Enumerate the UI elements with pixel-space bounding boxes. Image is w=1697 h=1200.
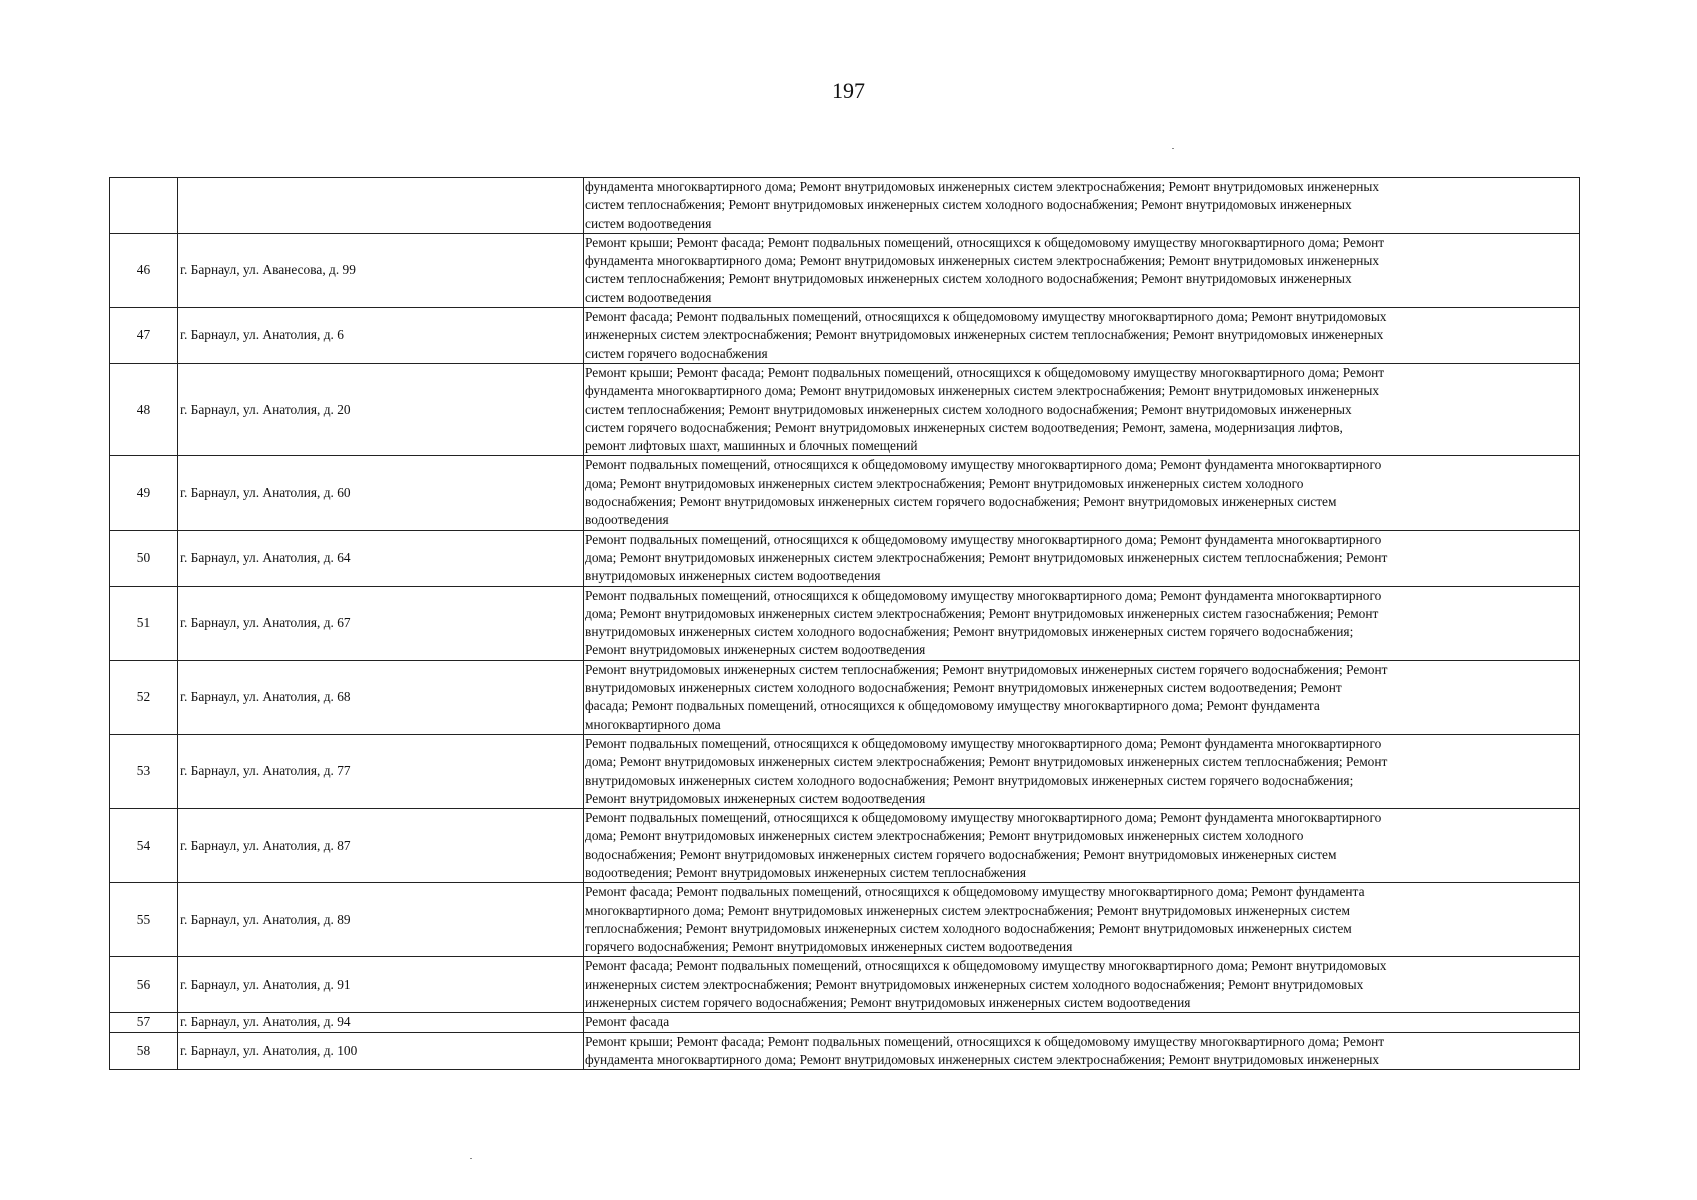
table-row	[110, 363, 1580, 455]
table-row	[110, 586, 1580, 660]
work-text-line: Ремонт подвальных помещений, относящихся к общедомовому имуществу многоквартирного дома; Ремонт фундамента многоквартирного	[585, 531, 1382, 547]
work-text-line: Ремонт внутридомовых инженерных систем теплоснабжения; Ремонт внутридомовых инженерных систем горячего водоснабжения; Ремонт	[585, 661, 1388, 677]
work-text-line: Ремонт крыши; Ремонт фасада; Ремонт подвальных помещений, относящихся к общедомовому имуществу многоквартирного дома; Ремонт	[585, 364, 1385, 380]
work-text-line: инженерных систем электроснабжения; Ремонт внутридомовых инженерных систем холодного водоснабжения; Ремонт внутридомовых	[585, 976, 1364, 992]
row-number-cell: 57	[110, 1013, 178, 1032]
table-row	[110, 1013, 1580, 1032]
work-text-line: водоотведения	[585, 512, 669, 528]
address-cell	[178, 178, 584, 234]
work-types-cell	[584, 1013, 1580, 1032]
work-text-line: Ремонт подвальных помещений, относящихся к общедомовому имуществу многоквартирного дома; Ремонт фундамента многоквартирного	[585, 457, 1382, 473]
work-text-line: внутридомовых инженерных систем холодного водоснабжения; Ремонт внутридомовых инженерных систем горячего водоснабжения;	[585, 772, 1354, 788]
work-text-line: систем теплоснабжения; Ремонт внутридомовых инженерных систем холодного водоснабжения; Ремонт внутридомовых инженерных	[585, 271, 1352, 287]
row-number-cell: 46	[110, 233, 178, 307]
table-row	[110, 883, 1580, 957]
work-types-cell	[584, 363, 1580, 455]
work-text-line: ремонт лифтовых шахт, машинных и блочных помещений	[585, 438, 918, 454]
work-text-line: внутридомовых инженерных систем холодного водоснабжения; Ремонт внутридомовых инженерных систем горячего водоснабжения;	[585, 624, 1354, 640]
address-cell: г. Барнаул, ул. Анатолия, д. 91	[178, 957, 584, 1013]
address-cell: г. Барнаул, ул. Анатолия, д. 6	[178, 308, 584, 364]
work-text-line: Ремонт подвальных помещений, относящихся к общедомовому имуществу многоквартирного дома; Ремонт фундамента многоквартирного	[585, 810, 1382, 826]
row-number-cell: 54	[110, 809, 178, 883]
work-text-line: теплоснабжения; Ремонт внутридомовых инженерных систем холодного водоснабжения; Ремонт внутридомовых инженерных систем	[585, 920, 1352, 936]
scan-speck	[1172, 148, 1174, 149]
work-text-line: Ремонт внутридомовых инженерных систем водоотведения	[585, 642, 926, 658]
work-text-line: систем водоотведения	[585, 215, 712, 231]
table-row	[110, 734, 1580, 808]
row-number-cell: 50	[110, 530, 178, 586]
work-types-cell	[584, 809, 1580, 883]
work-text-line: Ремонт крыши; Ремонт фасада; Ремонт подвальных помещений, относящихся к общедомовому имуществу многоквартирного дома; Ремонт	[585, 234, 1385, 250]
work-text-line: Ремонт внутридомовых инженерных систем водоотведения	[585, 790, 926, 806]
address-cell: г. Барнаул, ул. Анатолия, д. 77	[178, 734, 584, 808]
address-cell: г. Барнаул, ул. Анатолия, д. 64	[178, 530, 584, 586]
work-types-cell	[584, 456, 1580, 530]
work-types-cell	[584, 530, 1580, 586]
address-cell: г. Барнаул, ул. Анатолия, д. 20	[178, 363, 584, 455]
work-text-line: систем водоотведения	[585, 289, 712, 305]
work-types-cell	[584, 178, 1580, 234]
scan-speck	[470, 1158, 472, 1159]
table-row	[110, 308, 1580, 364]
work-text-line: внутридомовых инженерных систем холодного водоснабжения; Ремонт внутридомовых инженерных систем водоотведения; Ремонт	[585, 680, 1342, 696]
page-number: 197	[832, 78, 865, 103]
row-number-cell: 56	[110, 957, 178, 1013]
table-row	[110, 456, 1580, 530]
work-text-line: дома; Ремонт внутридомовых инженерных систем электроснабжения; Ремонт внутридомовых инженерных систем газоснабжения; Ремонт	[585, 605, 1379, 621]
row-number-cell: 49	[110, 456, 178, 530]
work-text-line: Ремонт крыши; Ремонт фасада; Ремонт подвальных помещений, относящихся к общедомовому имуществу многоквартирного дома; Ремонт	[585, 1033, 1385, 1049]
work-text-line: многоквартирного дома	[585, 716, 721, 732]
row-number-cell: 51	[110, 586, 178, 660]
work-text-line: инженерных систем электроснабжения; Ремонт внутридомовых инженерных систем теплоснабжения; Ремонт внутридомовых инженерных	[585, 327, 1384, 343]
work-text-line: фундамента многоквартирного дома; Ремонт внутридомовых инженерных систем электроснабжения; Ремонт внутридомовых инженерных	[585, 253, 1380, 269]
work-text-line: инженерных систем горячего водоснабжения; Ремонт внутридомовых инженерных систем водоотведения	[585, 995, 1191, 1011]
table-row	[110, 233, 1580, 307]
work-text-line: горячего водоснабжения; Ремонт внутридомовых инженерных систем водоотведения	[585, 939, 1073, 955]
table-body	[110, 178, 1580, 1070]
address-cell: г. Барнаул, ул. Анатолия, д. 87	[178, 809, 584, 883]
table-row	[110, 660, 1580, 734]
address-cell: г. Барнаул, ул. Анатолия, д. 68	[178, 660, 584, 734]
work-text-line: водоснабжения; Ремонт внутридомовых инженерных систем горячего водоснабжения; Ремонт внутридомовых инженерных систем	[585, 846, 1337, 862]
work-text-line: дома; Ремонт внутридомовых инженерных систем электроснабжения; Ремонт внутридомовых инженерных систем холодного	[585, 475, 1304, 491]
work-types-cell	[584, 1032, 1580, 1070]
table-row	[110, 530, 1580, 586]
row-number-cell: 48	[110, 363, 178, 455]
row-number-cell	[110, 178, 178, 234]
address-cell: г. Барнаул, ул. Аванесова, д. 99	[178, 233, 584, 307]
address-cell: г. Барнаул, ул. Анатолия, д. 94	[178, 1013, 584, 1032]
work-text-line: фундамента многоквартирного дома; Ремонт внутридомовых инженерных систем электроснабжения; Ремонт внутридомовых инженерных	[585, 383, 1380, 399]
repair-schedule-table	[109, 177, 1580, 1070]
row-number-cell: 52	[110, 660, 178, 734]
work-text-line: Ремонт фасада; Ремонт подвальных помещений, относящихся к общедомовому имуществу многоквартирного дома; Ремонт фундамента	[585, 884, 1365, 900]
row-number-cell: 55	[110, 883, 178, 957]
work-text-line: систем горячего водоснабжения	[585, 345, 768, 361]
work-types-cell	[584, 734, 1580, 808]
work-text-line: систем теплоснабжения; Ремонт внутридомовых инженерных систем холодного водоснабжения; Ремонт внутридомовых инженерных	[585, 401, 1352, 417]
work-text-line: фундамента многоквартирного дома; Ремонт внутридомовых инженерных систем электроснабжения; Ремонт внутридомовых инженерных	[585, 179, 1380, 194]
work-text-line: Ремонт подвальных помещений, относящихся к общедомовому имуществу многоквартирного дома; Ремонт фундамента многоквартирного	[585, 735, 1382, 751]
work-text-line: дома; Ремонт внутридомовых инженерных систем электроснабжения; Ремонт внутридомовых инженерных систем теплоснабжения; Ремонт	[585, 754, 1388, 770]
work-text-line: водоотведения; Ремонт внутридомовых инженерных систем теплоснабжения	[585, 864, 1027, 880]
address-cell: г. Барнаул, ул. Анатолия, д. 60	[178, 456, 584, 530]
work-text-line: многоквартирного дома; Ремонт внутридомовых инженерных систем электроснабжения; Ремонт внутридомовых инженерных систем	[585, 902, 1350, 918]
table-row	[110, 178, 1580, 234]
work-types-cell	[584, 308, 1580, 364]
table-row	[110, 957, 1580, 1013]
row-number-cell: 53	[110, 734, 178, 808]
row-number-cell: 47	[110, 308, 178, 364]
work-types-cell	[584, 957, 1580, 1013]
work-text-line: систем горячего водоснабжения; Ремонт внутридомовых инженерных систем водоотведения; Ремонт, замена, модернизация лифтов,	[585, 419, 1343, 435]
work-text-line: водоснабжения; Ремонт внутридомовых инженерных систем горячего водоснабжения; Ремонт внутридомовых инженерных систем	[585, 494, 1337, 510]
work-text-line: Ремонт фасада	[585, 1014, 670, 1030]
table-row	[110, 1032, 1580, 1070]
work-text-line: дома; Ремонт внутридомовых инженерных систем электроснабжения; Ремонт внутридомовых инженерных систем теплоснабжения; Ремонт	[585, 549, 1388, 565]
table-row	[110, 809, 1580, 883]
address-cell: г. Барнаул, ул. Анатолия, д. 89	[178, 883, 584, 957]
work-text-line: фундамента многоквартирного дома; Ремонт внутридомовых инженерных систем электроснабжения; Ремонт внутридомовых инженерных	[585, 1051, 1380, 1067]
work-text-line: фасада; Ремонт подвальных помещений, относящихся к общедомовому имуществу многоквартирного дома; Ремонт фундамента	[585, 698, 1320, 714]
row-number-cell: 58	[110, 1032, 178, 1070]
address-cell: г. Барнаул, ул. Анатолия, д. 67	[178, 586, 584, 660]
work-types-cell	[584, 233, 1580, 307]
work-types-cell	[584, 586, 1580, 660]
work-text-line: Ремонт фасада; Ремонт подвальных помещений, относящихся к общедомовому имуществу многоквартирного дома; Ремонт внутридомовых	[585, 309, 1387, 325]
work-text-line: Ремонт фасада; Ремонт подвальных помещений, относящихся к общедомовому имуществу многоквартирного дома; Ремонт внутридомовых	[585, 958, 1387, 974]
work-text-line: Ремонт подвальных помещений, относящихся к общедомовому имуществу многоквартирного дома; Ремонт фундамента многоквартирного	[585, 587, 1382, 603]
work-text-line: дома; Ремонт внутридомовых инженерных систем электроснабжения; Ремонт внутридомовых инженерных систем холодного	[585, 828, 1304, 844]
work-types-cell	[584, 883, 1580, 957]
address-cell: г. Барнаул, ул. Анатолия, д. 100	[178, 1032, 584, 1070]
work-text-line: систем теплоснабжения; Ремонт внутридомовых инженерных систем холодного водоснабжения; Ремонт внутридомовых инженерных	[585, 197, 1352, 213]
work-text-line: внутридомовых инженерных систем водоотведения	[585, 568, 881, 584]
work-types-cell	[584, 660, 1580, 734]
